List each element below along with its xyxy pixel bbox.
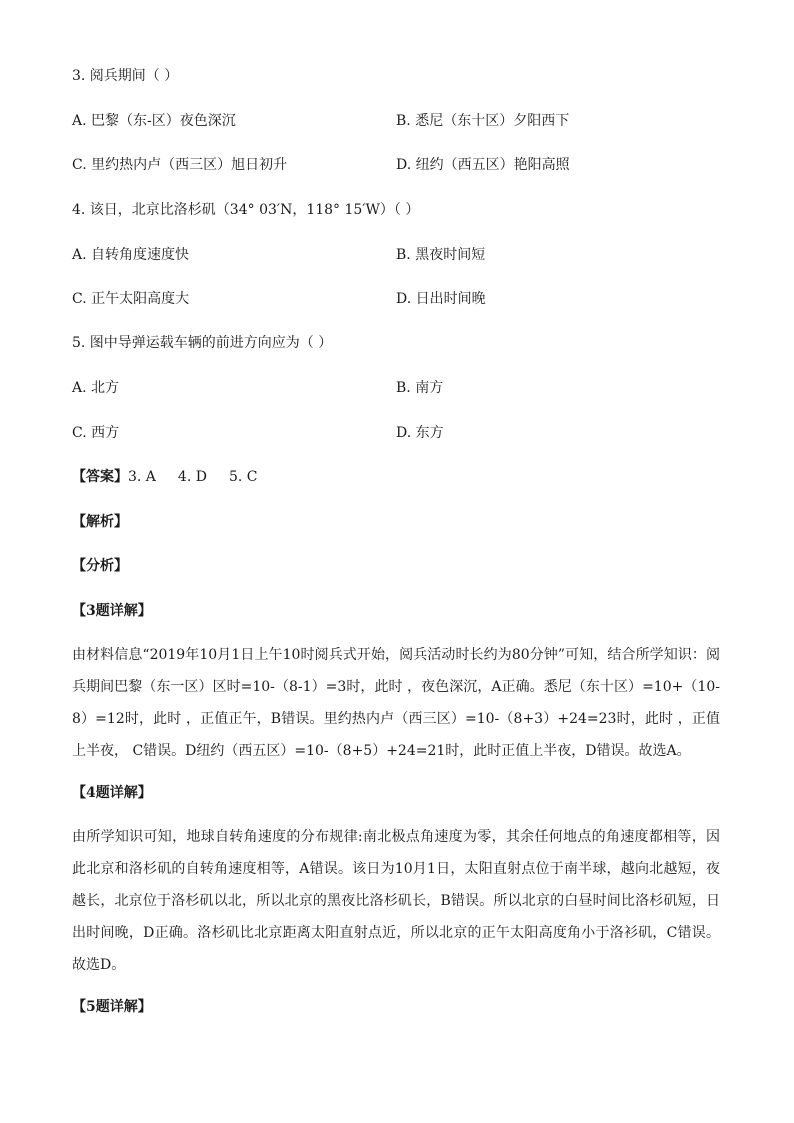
question-4-options-row-2 bbox=[72, 290, 732, 308]
answer-tag: 【答案】 bbox=[72, 469, 128, 485]
question-4-option-b: B. 黑夜时间短 bbox=[396, 247, 486, 263]
answer-line bbox=[72, 468, 280, 486]
question-4-option-c: C. 正午太阳高度大 bbox=[72, 291, 190, 307]
detail-5-heading: 【5题详解】 bbox=[72, 999, 152, 1015]
question-3-option-d: D. 纽约（西五区）艳阳高照 bbox=[396, 157, 570, 173]
question-5-option-a: A. 北方 bbox=[72, 380, 120, 396]
detail-4-heading: 【4题详解】 bbox=[72, 785, 152, 801]
question-3-option-c: C. 里约热内卢（西三区）旭日初升 bbox=[72, 157, 288, 173]
question-3-option-a: A. 巴黎（东-区）夜色深沉 bbox=[72, 113, 236, 129]
fenxi-heading: 【分析】 bbox=[72, 558, 128, 574]
question-3-stem: 3. 阅兵期间（ ） bbox=[72, 68, 179, 84]
question-4-stem: 4. 该日，北京比洛杉矶（34° 03′N，118° 15′W）（ ） bbox=[72, 202, 420, 218]
question-5-option-b: B. 南方 bbox=[396, 380, 444, 396]
question-4-option-d: D. 日出时间晚 bbox=[396, 291, 486, 307]
question-3-option-b: B. 悉尼（东十区）夕阳西下 bbox=[396, 113, 570, 129]
question-5-stem: 5. 图中导弹运载车辆的前进方向应为（ ） bbox=[72, 335, 333, 351]
question-3-options-row-2 bbox=[72, 156, 732, 174]
question-4-option-a: A. 自转角度速度快 bbox=[72, 247, 190, 263]
detail-3-heading: 【3题详解】 bbox=[72, 603, 152, 619]
answer-item-4: 4. D bbox=[177, 469, 207, 485]
question-3-options-row-1 bbox=[72, 112, 732, 130]
detail-3-text: 由材料信息“2019年10月1日上午10时阅兵式开始，阅兵活动时长约为80分钟”可知，结合所学知识：阅兵期间巴黎（东一区）区时=10-（8-1）=3时，此时 ，夜色深沉，A正确。悉尼（东十区）=10+（10-8）=12时，此时 ，正值正午，B错误。里约热内卢（西三区）=10-（8+3）+24=23时，此时 ，正值上半夜， C错误。D纽约（西五区）=10-（8+5）+24=21时，此时正值上半夜，D错误。故选A。 bbox=[72, 647, 720, 759]
question-5-option-d: D. 东方 bbox=[396, 425, 444, 441]
detail-4-text: 由所学知识可知，地球自转角速度的分布规律:南北极点角速度为零，其余任何地点的角速度都相等，因此北京和洛杉矶的自转角速度相等，A错误。该日为10月1日，太阳直射点位于南半球，越向北越短，夜越长，北京位于洛杉矶以北，所以北京的黑夜比洛杉矶长，B错误。所以北京的白昼时间比洛杉矶短，日出时间晚，D正确。洛杉矶比北京距离太阳直射点近，所以北京的正午太阳高度角小于洛衫矶，C错误。故选D。 bbox=[72, 829, 720, 973]
question-5-options-row-2 bbox=[72, 424, 732, 442]
answer-item-3: 3. A bbox=[128, 469, 156, 485]
answer-item-5: 5. C bbox=[228, 469, 258, 485]
analysis-heading: 【解析】 bbox=[72, 514, 128, 530]
question-5-option-c: C. 西方 bbox=[72, 425, 120, 441]
question-4-options-row-1 bbox=[72, 246, 732, 264]
question-5-options-row-1 bbox=[72, 379, 732, 397]
